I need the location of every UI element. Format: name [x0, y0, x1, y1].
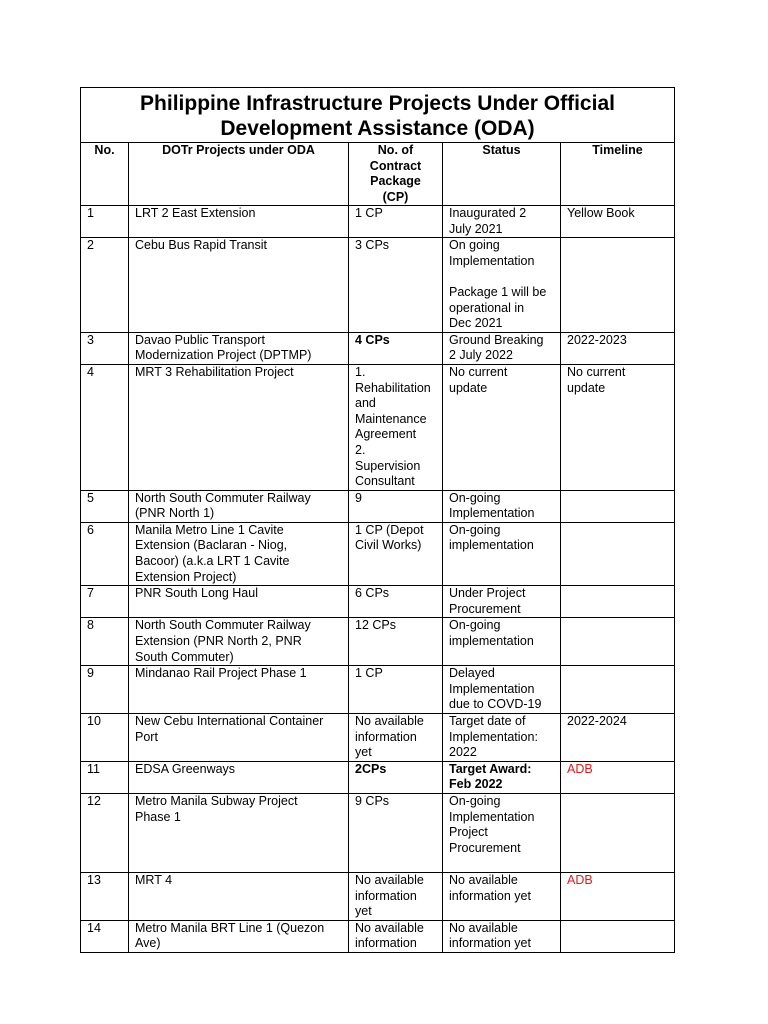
project-name-cell-line: Metro Manila BRT Line 1 (Quezon — [135, 920, 325, 935]
table-row — [81, 666, 675, 714]
contract-package-cell-line: 1. — [355, 364, 366, 379]
status-cell-line: 2022 — [449, 745, 477, 760]
timeline-cell-line: 2022-2024 — [567, 714, 627, 728]
contract-package-cell — [349, 206, 443, 238]
timeline-cell-line: update — [567, 380, 606, 395]
contract-package-cell — [349, 872, 443, 920]
status-cell-line: information yet — [449, 888, 531, 903]
project-name-cell-line: EDSA Greenways — [135, 761, 236, 776]
table-row — [81, 872, 675, 920]
contract-package-cell — [349, 761, 443, 793]
timeline-cell-line: ADB — [567, 872, 593, 887]
contract-package-cell-line: 1 CP (Depot — [355, 522, 424, 537]
project-name-cell — [129, 586, 349, 618]
status-cell-line: Procurement — [449, 840, 521, 855]
timeline-cell — [561, 872, 675, 920]
header-contract-package — [349, 143, 443, 206]
status-cell-line: Implementation — [449, 809, 535, 824]
contract-package-cell-line: Supervision — [355, 458, 421, 473]
project-name-cell — [129, 666, 349, 714]
status-cell-line: 2 July 2022 — [449, 348, 513, 363]
timeline-cell-line: 2022-2023 — [567, 332, 627, 347]
contract-package-cell-line: Civil Works) — [355, 538, 422, 553]
table-row — [81, 332, 675, 364]
contract-package-cell-line: Maintenance — [355, 411, 427, 426]
project-name-cell — [129, 872, 349, 920]
header-timeline: Timeline — [561, 143, 675, 206]
table-row — [81, 714, 675, 762]
project-name-cell-line: Bacoor) (a.k.a LRT 1 Cavite — [135, 554, 290, 569]
contract-package-cell-line: 1 CP — [355, 666, 383, 681]
row-number: 3 — [81, 332, 129, 364]
table-row — [81, 522, 675, 585]
header-cp-line: No. of — [377, 143, 414, 157]
contract-package-cell — [349, 666, 443, 714]
status-cell — [443, 920, 561, 952]
status-cell-line: implementation — [449, 538, 534, 553]
status-cell-line: Under Project — [449, 586, 526, 601]
project-name-cell-line: Davao Public Transport — [135, 332, 265, 347]
project-name-cell-line: LRT 2 East Extension — [135, 206, 256, 220]
status-cell — [443, 490, 561, 522]
status-cell — [443, 666, 561, 714]
contract-package-cell-line: 2. — [355, 442, 366, 457]
table-row — [81, 920, 675, 952]
project-name-cell-line: New Cebu International Container — [135, 714, 324, 728]
project-name-cell — [129, 490, 349, 522]
project-name-cell-line: North South Commuter Railway — [135, 618, 311, 633]
contract-package-cell-line: 2CPs — [355, 761, 387, 776]
contract-package-cell-line: 9 CPs — [355, 793, 390, 808]
project-name-cell-line: Port — [135, 729, 158, 744]
project-name-cell-line: Ave) — [135, 936, 161, 951]
timeline-cell — [561, 714, 675, 762]
document-page — [80, 87, 674, 953]
status-cell-line: implementation — [449, 634, 534, 649]
timeline-cell-line: No current — [567, 364, 626, 379]
project-name-cell — [129, 206, 349, 238]
project-name-cell-line: PNR South Long Haul — [135, 586, 258, 601]
table-title — [81, 88, 675, 143]
project-name-cell-line: MRT 4 — [135, 872, 173, 887]
project-name-cell-line: (PNR North 1) — [135, 506, 215, 521]
table-row — [81, 761, 675, 793]
status-cell-line: update — [449, 380, 488, 395]
row-number: 14 — [81, 920, 129, 952]
project-name-cell-line: Extension Project) — [135, 569, 237, 584]
row-number: 5 — [81, 490, 129, 522]
timeline-cell — [561, 761, 675, 793]
row-number: 11 — [81, 761, 129, 793]
status-cell-line: Procurement — [449, 601, 521, 616]
header-status: Status — [443, 143, 561, 206]
contract-package-cell — [349, 793, 443, 872]
project-name-cell-line: Cebu Bus Rapid Transit — [135, 238, 268, 253]
contract-package-cell-line: yet — [355, 745, 372, 760]
header-cp-line: Contract — [369, 158, 422, 173]
project-name-cell — [129, 238, 349, 333]
project-name-cell-line: Phase 1 — [135, 809, 181, 824]
contract-package-cell-line: No available — [355, 920, 424, 935]
status-cell-line: No available — [449, 920, 518, 935]
project-name-cell — [129, 522, 349, 585]
status-cell-line: Feb 2022 — [449, 777, 503, 792]
contract-package-cell — [349, 332, 443, 364]
oda-projects-table — [80, 87, 675, 953]
status-cell — [443, 761, 561, 793]
project-name-cell-line: Manila Metro Line 1 Cavite — [135, 522, 284, 537]
status-cell-line: No available — [449, 872, 518, 887]
table-row — [81, 793, 675, 872]
project-name-cell-line: Extension (PNR North 2, PNR — [135, 634, 302, 649]
table-row — [81, 364, 675, 490]
table-body — [81, 206, 675, 953]
contract-package-cell-line: yet — [355, 904, 372, 919]
title-line: Philippine Infrastructure Projects Under Official — [140, 92, 615, 115]
status-cell-line: information yet — [449, 936, 531, 951]
contract-package-cell — [349, 714, 443, 762]
status-cell-line: operational in — [449, 300, 525, 315]
status-cell-line: Target Award: — [449, 761, 532, 776]
header-row — [81, 143, 675, 206]
header-project: DOTr Projects under ODA — [129, 143, 349, 206]
project-name-cell — [129, 793, 349, 872]
contract-package-cell-line: information — [355, 729, 417, 744]
status-cell-line — [449, 269, 554, 285]
status-cell-line: No current — [449, 364, 508, 379]
contract-package-cell-line: Rehabilitation — [355, 380, 431, 395]
status-cell — [443, 618, 561, 666]
status-cell-line: On-going — [449, 522, 501, 537]
title-line: Development Assistance (ODA) — [220, 117, 535, 140]
project-name-cell-line: Extension (Baclaran - Niog, — [135, 538, 288, 553]
project-name-cell-line: MRT 3 Rehabilitation Project — [135, 364, 294, 379]
timeline-cell — [561, 920, 675, 952]
status-cell-line: Ground Breaking — [449, 332, 544, 347]
row-number: 10 — [81, 714, 129, 762]
status-cell-line: Target date of — [449, 714, 526, 728]
status-cell — [443, 586, 561, 618]
status-cell-line: Delayed — [449, 666, 495, 681]
timeline-cell — [561, 618, 675, 666]
status-cell-line — [449, 856, 554, 872]
timeline-cell — [561, 332, 675, 364]
status-cell-line: Project — [449, 825, 488, 840]
status-cell-line: due to COVD-19 — [449, 697, 542, 712]
status-cell-line: Inaugurated 2 — [449, 206, 527, 220]
project-name-cell — [129, 364, 349, 490]
table-row — [81, 586, 675, 618]
contract-package-cell-line: 6 CPs — [355, 586, 390, 601]
status-cell-line: On-going — [449, 618, 501, 633]
status-cell-line: Implementation — [449, 253, 535, 268]
timeline-cell — [561, 364, 675, 490]
contract-package-cell — [349, 586, 443, 618]
status-cell — [443, 332, 561, 364]
project-name-cell — [129, 761, 349, 793]
row-number: 2 — [81, 238, 129, 333]
timeline-cell-line: ADB — [567, 761, 593, 776]
row-number: 13 — [81, 872, 129, 920]
timeline-cell — [561, 238, 675, 333]
status-cell — [443, 872, 561, 920]
contract-package-cell-line: No available — [355, 872, 424, 887]
contract-package-cell — [349, 238, 443, 333]
table-row — [81, 490, 675, 522]
contract-package-cell — [349, 490, 443, 522]
project-name-cell-line: Modernization Project (DPTMP) — [135, 348, 312, 363]
contract-package-cell — [349, 522, 443, 585]
row-number: 1 — [81, 206, 129, 238]
status-cell-line: July 2021 — [449, 221, 503, 236]
contract-package-cell-line: 4 CPs — [355, 332, 390, 347]
header-no: No. — [81, 143, 129, 206]
status-cell-line: Dec 2021 — [449, 316, 503, 331]
contract-package-cell-line: 1 CP — [355, 206, 383, 220]
row-number: 8 — [81, 618, 129, 666]
project-name-cell-line: South Commuter) — [135, 649, 234, 664]
project-name-cell — [129, 714, 349, 762]
contract-package-cell — [349, 618, 443, 666]
status-cell-line: On-going — [449, 490, 501, 505]
timeline-cell — [561, 206, 675, 238]
status-cell — [443, 206, 561, 238]
status-cell-line: Implementation — [449, 506, 535, 521]
row-number: 6 — [81, 522, 129, 585]
contract-package-cell-line: information — [355, 888, 417, 903]
table-row — [81, 206, 675, 238]
project-name-cell-line: Mindanao Rail Project Phase 1 — [135, 666, 307, 681]
contract-package-cell-line: 9 — [355, 490, 362, 505]
row-number: 7 — [81, 586, 129, 618]
contract-package-cell — [349, 920, 443, 952]
table-row — [81, 618, 675, 666]
status-cell-line: Package 1 will be — [449, 284, 547, 299]
status-cell-line: On going — [449, 238, 500, 253]
timeline-cell — [561, 586, 675, 618]
contract-package-cell-line: and — [355, 396, 376, 411]
row-number: 4 — [81, 364, 129, 490]
contract-package-cell-line: Consultant — [355, 474, 415, 489]
contract-package-cell-line: No available — [355, 714, 424, 728]
timeline-cell — [561, 490, 675, 522]
contract-package-cell-line: 12 CPs — [355, 618, 396, 633]
timeline-cell-line: Yellow Book — [567, 206, 635, 220]
project-name-cell — [129, 920, 349, 952]
contract-package-cell-line: information — [355, 936, 417, 951]
project-name-cell-line: North South Commuter Railway — [135, 490, 311, 505]
contract-package-cell-line: Agreement — [355, 427, 417, 442]
timeline-cell — [561, 522, 675, 585]
header-cp-line: (CP) — [382, 189, 409, 204]
header-cp-line: Package — [370, 174, 421, 188]
status-cell-line: Implementation: — [449, 729, 538, 744]
contract-package-cell-line: 3 CPs — [355, 238, 390, 253]
status-cell — [443, 238, 561, 333]
row-number: 12 — [81, 793, 129, 872]
timeline-cell — [561, 793, 675, 872]
status-cell — [443, 364, 561, 490]
project-name-cell — [129, 332, 349, 364]
contract-package-cell — [349, 364, 443, 490]
title-row — [81, 88, 675, 143]
status-cell-line: Implementation — [449, 681, 535, 696]
status-cell-line: On-going — [449, 793, 501, 808]
project-name-cell-line: Metro Manila Subway Project — [135, 793, 298, 808]
status-cell — [443, 522, 561, 585]
row-number: 9 — [81, 666, 129, 714]
timeline-cell — [561, 666, 675, 714]
status-cell — [443, 714, 561, 762]
table-row — [81, 238, 675, 333]
status-cell — [443, 793, 561, 872]
project-name-cell — [129, 618, 349, 666]
